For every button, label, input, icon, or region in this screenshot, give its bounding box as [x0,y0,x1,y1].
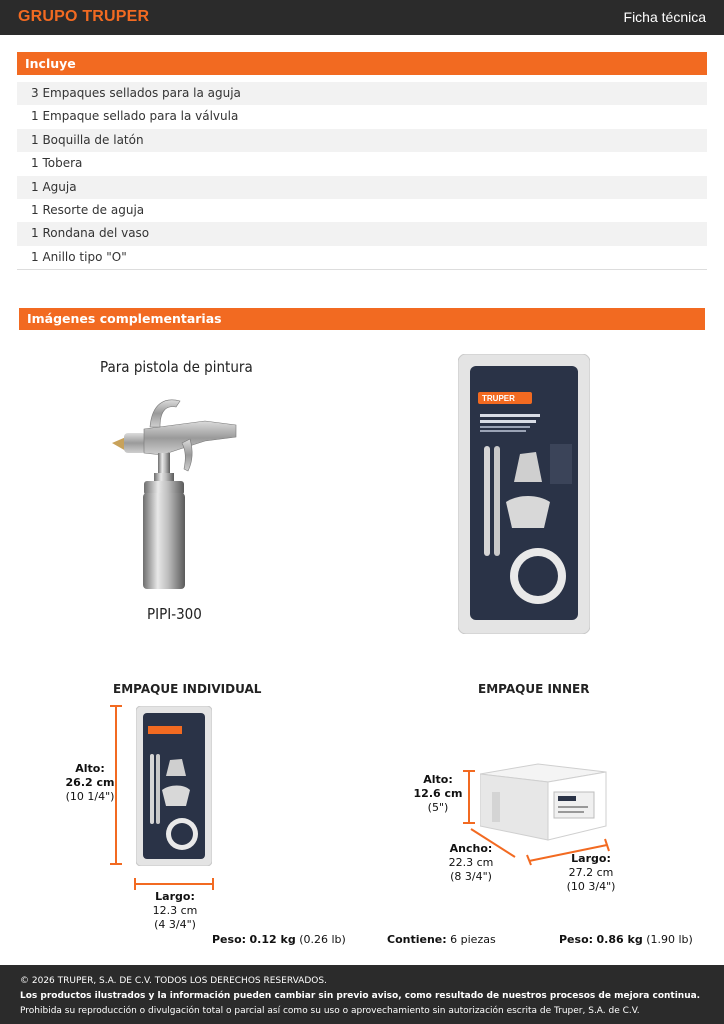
inner-weight: Peso: 0.86 kg (1.90 lb) [559,933,693,946]
list-item: 1 Tobera [17,152,707,175]
gun-caption: Para pistola de pintura [100,358,253,376]
list-item: 3 Empaques sellados para la aguja [17,82,707,105]
list-item: 1 Anillo tipo "O" [17,246,707,269]
individual-weight: Peso: 0.12 kg (0.26 lb) [212,933,346,946]
list-item: 1 Boquilla de latón [17,129,707,152]
individual-package-title: EMPAQUE INDIVIDUAL [113,682,262,696]
inner-length: Largo: 27.2 cm (10 3/4") [566,852,616,893]
images-header: Imágenes complementarias [19,308,705,330]
includes-list [17,82,707,270]
footer-prohibition: Prohibida su reproducción o divulgación total o parcial así como su uso o aprovechamiento sin autorización escrita de Truper, S.A. de C.V. [20,1006,640,1016]
inner-width: Ancho: 22.3 cm (8 3/4") [448,842,494,883]
top-bar [0,0,724,35]
list-item: 1 Aguja [17,176,707,199]
individual-dimension-arrows [108,700,218,900]
individual-length: Largo: 12.3 cm (4 3/4") [152,890,198,931]
footer-copyright: © 2026 TRUPER, S.A. DE C.V. TODOS LOS DERECHOS RESERVADOS. [20,976,327,986]
list-item: 1 Rondana del vaso [17,222,707,245]
spray-gun-image [110,393,240,593]
list-item: 1 Resorte de aguja [17,199,707,222]
footer-notice: Los productos ilustrados y la información pueden cambiar sin previo aviso, como resultado de nuestros procesos de mejora continua. [20,991,701,1001]
individual-height: Alto: 26.2 cm (10 1/4") [65,762,115,803]
inner-package-title: EMPAQUE INNER [478,682,590,696]
package-brand: TRUPER [482,394,515,403]
doc-type-label: Ficha técnica [623,9,706,25]
model-caption: PIPI-300 [147,605,202,623]
includes-header: Incluye [17,52,707,75]
list-item: 1 Empaque sellado para la válvula [17,105,707,128]
inner-contents: Contiene: 6 piezas [387,933,496,946]
package-image [458,354,590,634]
footer [0,965,724,1024]
inner-height: Alto: 12.6 cm (5") [413,773,463,814]
truper-logo[interactable]: GRUPO TRUPER [18,8,150,25]
